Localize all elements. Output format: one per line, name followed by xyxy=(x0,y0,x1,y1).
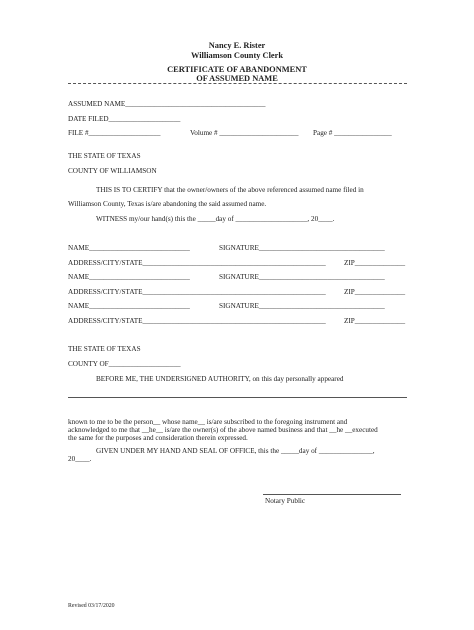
certify-line2: Williamson County, Texas is/are abandoning the said assumed name. xyxy=(68,200,267,208)
signer-signature-field[interactable]: SIGNATURE___________________________________ xyxy=(219,302,385,310)
signer-name-field[interactable]: NAME____________________________ xyxy=(68,302,190,310)
acknowledgment-line1: known to me to be the person__ whose name__ is/are subscribed to the foregoing instrument and xyxy=(68,418,348,426)
certify-line1: THIS IS TO CERTIFY that the owner/owners of the above referenced assumed name filed in xyxy=(96,186,364,194)
acknowledgment-line3: the same for the purposes and consideration therein expressed. xyxy=(68,434,248,442)
signer-name-field[interactable]: NAME____________________________ xyxy=(68,273,190,281)
notary-signature-line[interactable] xyxy=(263,494,401,495)
signer-address-field[interactable]: ADDRESS/CITY/STATE___________________________________________________ xyxy=(68,259,326,267)
signer-zip-field[interactable]: ZIP______________ xyxy=(344,259,406,267)
notary-venue-county[interactable]: COUNTY OF____________________ xyxy=(68,360,181,368)
signer-signature-field[interactable]: SIGNATURE___________________________________ xyxy=(219,244,385,252)
venue-state: THE STATE OF TEXAS xyxy=(68,152,141,160)
file-number-field[interactable]: FILE #____________________ xyxy=(68,129,161,137)
notary-venue-state: THE STATE OF TEXAS xyxy=(68,345,141,353)
date-filed-field[interactable]: DATE FILED____________________ xyxy=(68,115,181,123)
signer-address-field[interactable]: ADDRESS/CITY/STATE___________________________________________________ xyxy=(68,317,326,325)
notary-public-label: Notary Public xyxy=(265,497,306,505)
header-divider xyxy=(68,83,407,84)
page-number-field[interactable]: Page # ________________ xyxy=(313,129,392,137)
clerk-title: Williamson County Clerk xyxy=(191,51,283,60)
appearing-persons-line[interactable] xyxy=(68,397,407,398)
acknowledgment-line2: acknowledged to me that __he__ is/are the owner(s) of the above named business and that __he __executed xyxy=(68,426,378,434)
signer-name-field[interactable]: NAME____________________________ xyxy=(68,244,190,252)
document-title-line1: CERTIFICATE OF ABANDONMENT xyxy=(167,65,307,74)
before-me-line: BEFORE ME, THE UNDERSIGNED AUTHORITY, on this day personally appeared xyxy=(96,375,344,383)
volume-number-field[interactable]: Volume # ______________________ xyxy=(190,129,299,137)
venue-county: COUNTY OF WILLIAMSON xyxy=(68,167,157,175)
signer-address-field[interactable]: ADDRESS/CITY/STATE___________________________________________________ xyxy=(68,288,326,296)
assumed-name-field[interactable]: ASSUMED NAME_______________________________________ xyxy=(68,100,266,108)
revised-date: Revised 03/17/2020 xyxy=(68,603,115,609)
document-title-line2: OF ASSUMED NAME xyxy=(196,74,278,83)
signer-zip-field[interactable]: ZIP______________ xyxy=(344,317,406,325)
signer-signature-field[interactable]: SIGNATURE___________________________________ xyxy=(219,273,385,281)
given-year-line[interactable]: 20____. xyxy=(68,455,92,463)
witness-line[interactable]: WITNESS my/our hand(s) this the _____day of ____________________, 20____. xyxy=(96,215,335,223)
signer-zip-field[interactable]: ZIP______________ xyxy=(344,288,406,296)
given-under-hand-line[interactable]: GIVEN UNDER MY HAND AND SEAL OF OFFICE, this the _____day of _______________, xyxy=(96,447,375,455)
clerk-name: Nancy E. Rister xyxy=(208,41,266,50)
